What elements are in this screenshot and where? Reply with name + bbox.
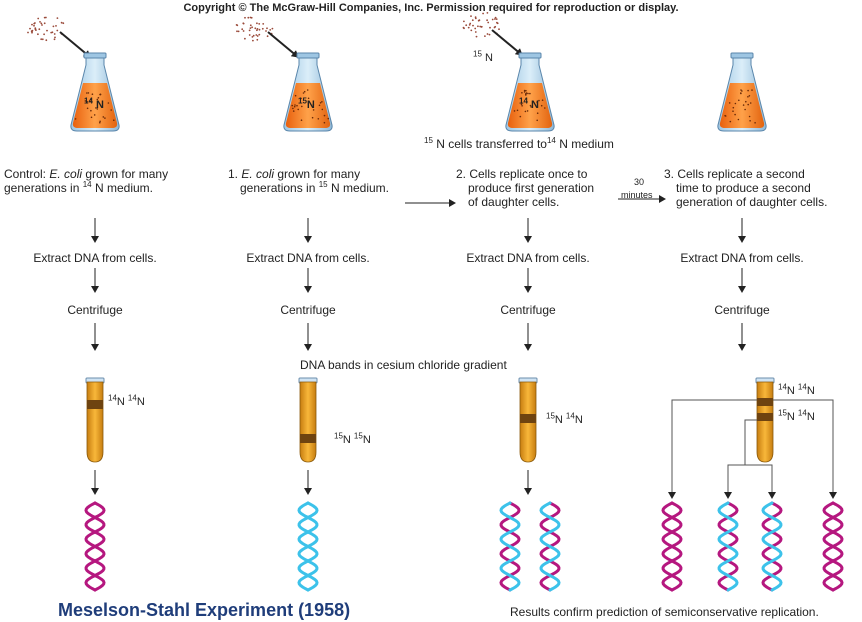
flask-speckle bbox=[738, 100, 740, 102]
extract-label-3: Extract DNA from cells. bbox=[466, 251, 590, 265]
figure-title: Meselson-Stahl Experiment (1958) bbox=[58, 600, 351, 620]
step-2: 2. Cells replicate once to produce first generation of daughter cells. bbox=[456, 167, 595, 209]
flask-speckle bbox=[324, 122, 326, 124]
flask-speckle bbox=[328, 118, 330, 120]
dna-strand bbox=[824, 503, 842, 590]
flask-speckle bbox=[747, 96, 749, 98]
flask-speckle bbox=[735, 103, 737, 105]
flask-speckle bbox=[524, 90, 526, 92]
time-value: 30 bbox=[634, 177, 645, 187]
flask-speckle bbox=[91, 117, 93, 119]
particle-cloud-1 bbox=[27, 17, 64, 41]
centrifuge-label-4: Centrifuge bbox=[714, 303, 770, 317]
flask-speckle bbox=[743, 104, 745, 106]
flask-speckle bbox=[729, 102, 731, 104]
flask-speckle bbox=[301, 119, 303, 121]
flask-speckle bbox=[541, 105, 543, 107]
flask-speckle bbox=[294, 104, 296, 106]
particle-cloud-2 bbox=[236, 17, 274, 42]
flask-speckle bbox=[542, 99, 544, 101]
vertical-arrows bbox=[95, 218, 742, 494]
dna-strand bbox=[719, 503, 737, 590]
branch-arrowheads bbox=[668, 492, 837, 499]
test-tube-3 bbox=[519, 378, 537, 462]
dna-strand bbox=[663, 503, 681, 590]
flask-speckle bbox=[525, 93, 527, 95]
dna-double-helix bbox=[86, 503, 104, 590]
flask-speckle bbox=[88, 92, 90, 94]
flask-speckle bbox=[99, 121, 101, 123]
flask-speckle bbox=[740, 92, 742, 94]
flask-speckle bbox=[741, 90, 743, 92]
flask-speckle bbox=[113, 119, 115, 121]
dna-strand bbox=[86, 503, 104, 590]
flask-4 bbox=[718, 53, 766, 131]
flask-speckle bbox=[529, 93, 531, 95]
flask-speckle bbox=[536, 120, 538, 122]
dna-double-helix bbox=[501, 503, 519, 590]
flask-speckle bbox=[751, 89, 753, 91]
flask-speckle bbox=[108, 102, 110, 104]
flask-speckle bbox=[749, 95, 751, 97]
flask-speckle bbox=[725, 115, 727, 117]
flask-speckle bbox=[103, 116, 105, 118]
extract-label-4: Extract DNA from cells. bbox=[680, 251, 804, 265]
centrifuge-label-1: Centrifuge bbox=[67, 303, 123, 317]
flask-speckle bbox=[307, 89, 309, 91]
dna-double-helix bbox=[763, 503, 781, 590]
band-label-3: $^{15}$N $^{14}$N bbox=[546, 411, 583, 426]
flask-speckle bbox=[514, 110, 516, 112]
flask-2-label: $^{15}$N bbox=[298, 96, 315, 111]
dna-strand bbox=[299, 503, 317, 590]
pour-arrow bbox=[492, 30, 522, 55]
flask-speckle bbox=[304, 91, 306, 93]
flask-speckle bbox=[294, 106, 296, 108]
flask-speckle bbox=[754, 122, 756, 124]
flask-speckle bbox=[99, 122, 101, 124]
flask-speckle bbox=[537, 112, 539, 114]
step-control: Control: E. coli grown for many generations in $^{14}$ N medium. bbox=[4, 167, 169, 195]
flask-speckle bbox=[320, 102, 322, 104]
flask-speckle bbox=[734, 114, 736, 116]
flask-speckle bbox=[732, 110, 734, 112]
flask-speckle bbox=[747, 90, 749, 92]
time-unit: minutes bbox=[621, 190, 653, 200]
dna-strand bbox=[763, 503, 781, 590]
flask-speckle bbox=[86, 92, 88, 94]
test-tube-1 bbox=[86, 378, 104, 462]
extract-label-2: Extract DNA from cells. bbox=[246, 251, 370, 265]
flask-1 bbox=[71, 53, 119, 131]
flask-speckle bbox=[524, 91, 526, 93]
flask-speckle bbox=[744, 109, 746, 111]
n15-source-label: $^{15}$ N bbox=[473, 49, 493, 64]
extract-label-1: Extract DNA from cells. bbox=[33, 251, 157, 265]
dna-strand bbox=[501, 503, 519, 590]
flask-speckle bbox=[291, 105, 293, 107]
dna-double-helix bbox=[719, 503, 737, 590]
flask-speckle bbox=[99, 94, 101, 96]
step-3: 3. Cells replicate a second time to produce a second generation of daughter cells. bbox=[664, 167, 828, 209]
centrifuge-label-3: Centrifuge bbox=[500, 303, 556, 317]
conclusion-text: Results confirm prediction of semiconservative replication. bbox=[510, 605, 819, 619]
flask-3 bbox=[506, 53, 554, 131]
dna-double-helix bbox=[824, 503, 842, 590]
flask-speckle bbox=[544, 107, 546, 109]
dna-double-helix bbox=[541, 503, 559, 590]
copyright-notice: Copyright © The McGraw-Hill Companies, Inc. Permission required for reproduction or display. bbox=[183, 2, 679, 14]
flask-speckle bbox=[292, 108, 294, 110]
flask-speckle bbox=[319, 105, 321, 107]
centrifuge-label-2: Centrifuge bbox=[280, 303, 336, 317]
dna-double-helix bbox=[299, 503, 317, 590]
flask-speckle bbox=[747, 104, 749, 106]
particle-cloud-3 bbox=[463, 12, 500, 37]
flask-speckle bbox=[92, 93, 94, 95]
flask-speckle bbox=[303, 92, 305, 94]
flask-speckle bbox=[110, 109, 112, 111]
flask-speckle bbox=[733, 107, 735, 109]
flask-speckle bbox=[749, 116, 751, 118]
flask-speckle bbox=[318, 118, 320, 120]
gradient-label: DNA bands in cesium chloride gradient bbox=[300, 358, 507, 372]
flask-speckle bbox=[324, 115, 326, 117]
band-label-2: $^{15}$N $^{15}$N bbox=[334, 431, 371, 446]
transfer-label: $^{15}$ N cells transferred $to^{14}$ N medium bbox=[424, 136, 614, 151]
flask-speckle bbox=[527, 93, 529, 95]
flask-speckle bbox=[322, 109, 324, 111]
flask-speckle bbox=[295, 95, 297, 97]
flask-speckle bbox=[321, 101, 323, 103]
band-label-4b: $^{15}$N $^{14}$N bbox=[778, 408, 815, 423]
flask-speckle bbox=[730, 121, 732, 123]
pour-arrow bbox=[268, 32, 298, 57]
flask-speckle bbox=[521, 92, 523, 94]
band-label-1: $^{14}$N $^{14}$N bbox=[108, 393, 145, 408]
flask-speckle bbox=[94, 114, 96, 116]
flask-speckle bbox=[738, 119, 740, 121]
flask-2 bbox=[284, 53, 332, 131]
flask-speckle bbox=[293, 110, 295, 112]
flask-speckle bbox=[312, 117, 314, 119]
test-tube-2 bbox=[299, 378, 317, 462]
flask-speckle bbox=[745, 101, 747, 103]
flask-speckle bbox=[750, 102, 752, 104]
dna-strand bbox=[541, 503, 559, 590]
step-1: 1. E. coli grown for many generations in $^{15}$ N medium. bbox=[228, 167, 389, 195]
dna-double-helix bbox=[663, 503, 681, 590]
flask-speckle bbox=[749, 120, 751, 122]
flask-3-label: $^{14}$ N bbox=[519, 96, 539, 111]
flask-speckle bbox=[520, 116, 522, 118]
flask-speckle bbox=[75, 118, 77, 120]
flask-1-label: $^{14}$ N bbox=[84, 96, 104, 111]
band-label-4a: $^{14}$N $^{14}$N bbox=[778, 382, 815, 397]
flask-speckle bbox=[104, 117, 106, 119]
test-tube-4 bbox=[756, 378, 774, 462]
